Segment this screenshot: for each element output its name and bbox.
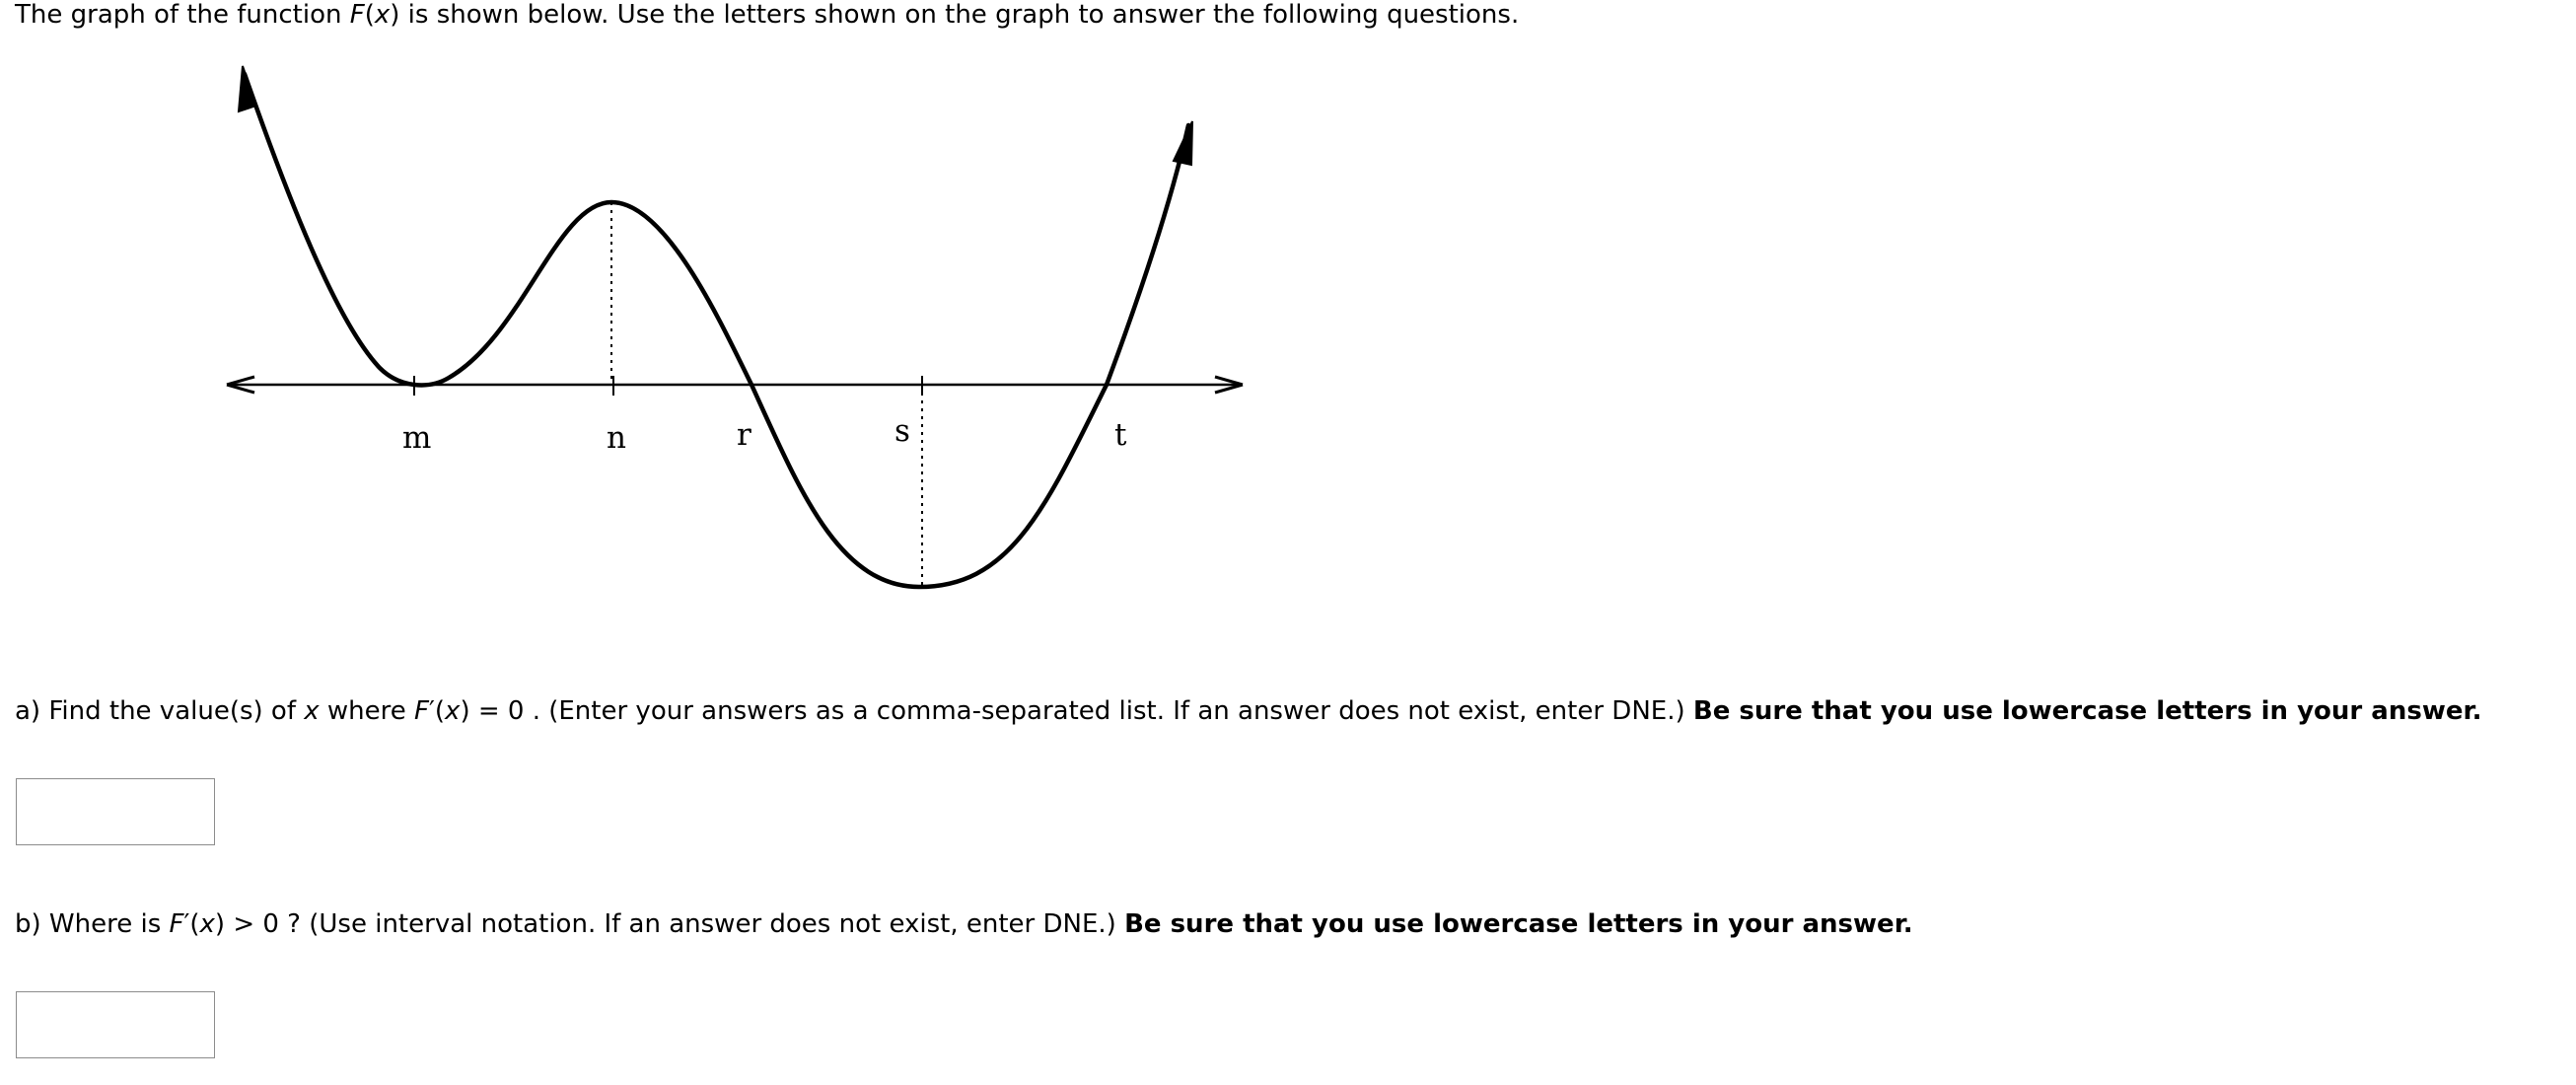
function-graph (207, 54, 1272, 626)
question-a-expr-close: ) = 0 (460, 696, 525, 726)
question-b-expr-variable: x (199, 909, 215, 939)
intro-function-name: F (349, 0, 365, 30)
answer-a-input[interactable] (16, 778, 215, 845)
question-b-expr-close: ) > 0 (214, 909, 279, 939)
question-a-expr-variable: x (445, 696, 461, 726)
curve-right-arrow-icon (1174, 121, 1192, 165)
question-a-instructions: . (Enter your answers as a comma-separated list. If an answer does not exist, enter DNE.) (524, 696, 1693, 726)
label-r: r (737, 417, 751, 453)
answer-b-input[interactable] (16, 991, 215, 1058)
function-curve (245, 74, 1188, 587)
question-a-text (15, 694, 2481, 728)
curve-left-arrow-icon (239, 66, 256, 111)
label-s: s (894, 413, 910, 449)
question-a-function-name: F (414, 696, 429, 726)
label-m: m (402, 420, 432, 456)
question-b-instructions: ? (Use interval notation. If an answer does not exist, enter DNE.) (278, 909, 1125, 939)
question-b-text (15, 907, 1913, 941)
intro-variable: x (374, 0, 391, 30)
intro-before: The graph of the function (15, 0, 350, 30)
intro-text (15, 0, 1519, 30)
question-a-emphasis: Be sure that you use lowercase letters in your answer. (1692, 696, 2482, 726)
question-a-where: where (319, 696, 415, 726)
question-a-prime-open: ′( (429, 696, 446, 726)
question-b-emphasis: Be sure that you use lowercase letters in your answer. (1124, 909, 1913, 939)
question-a-prefix: a) Find the value(s) of (15, 696, 305, 726)
question-b-function-name: F (169, 909, 184, 939)
label-t: t (1114, 417, 1127, 453)
question-b-prime-open: ′( (183, 909, 200, 939)
question-a-variable: x (304, 696, 320, 726)
label-n: n (607, 420, 626, 456)
question-b-prefix: b) Where is (15, 909, 170, 939)
intro-after: ) is shown below. Use the letters shown on the graph to answer the following questions. (390, 0, 1520, 30)
intro-paren-open: ( (364, 0, 375, 30)
